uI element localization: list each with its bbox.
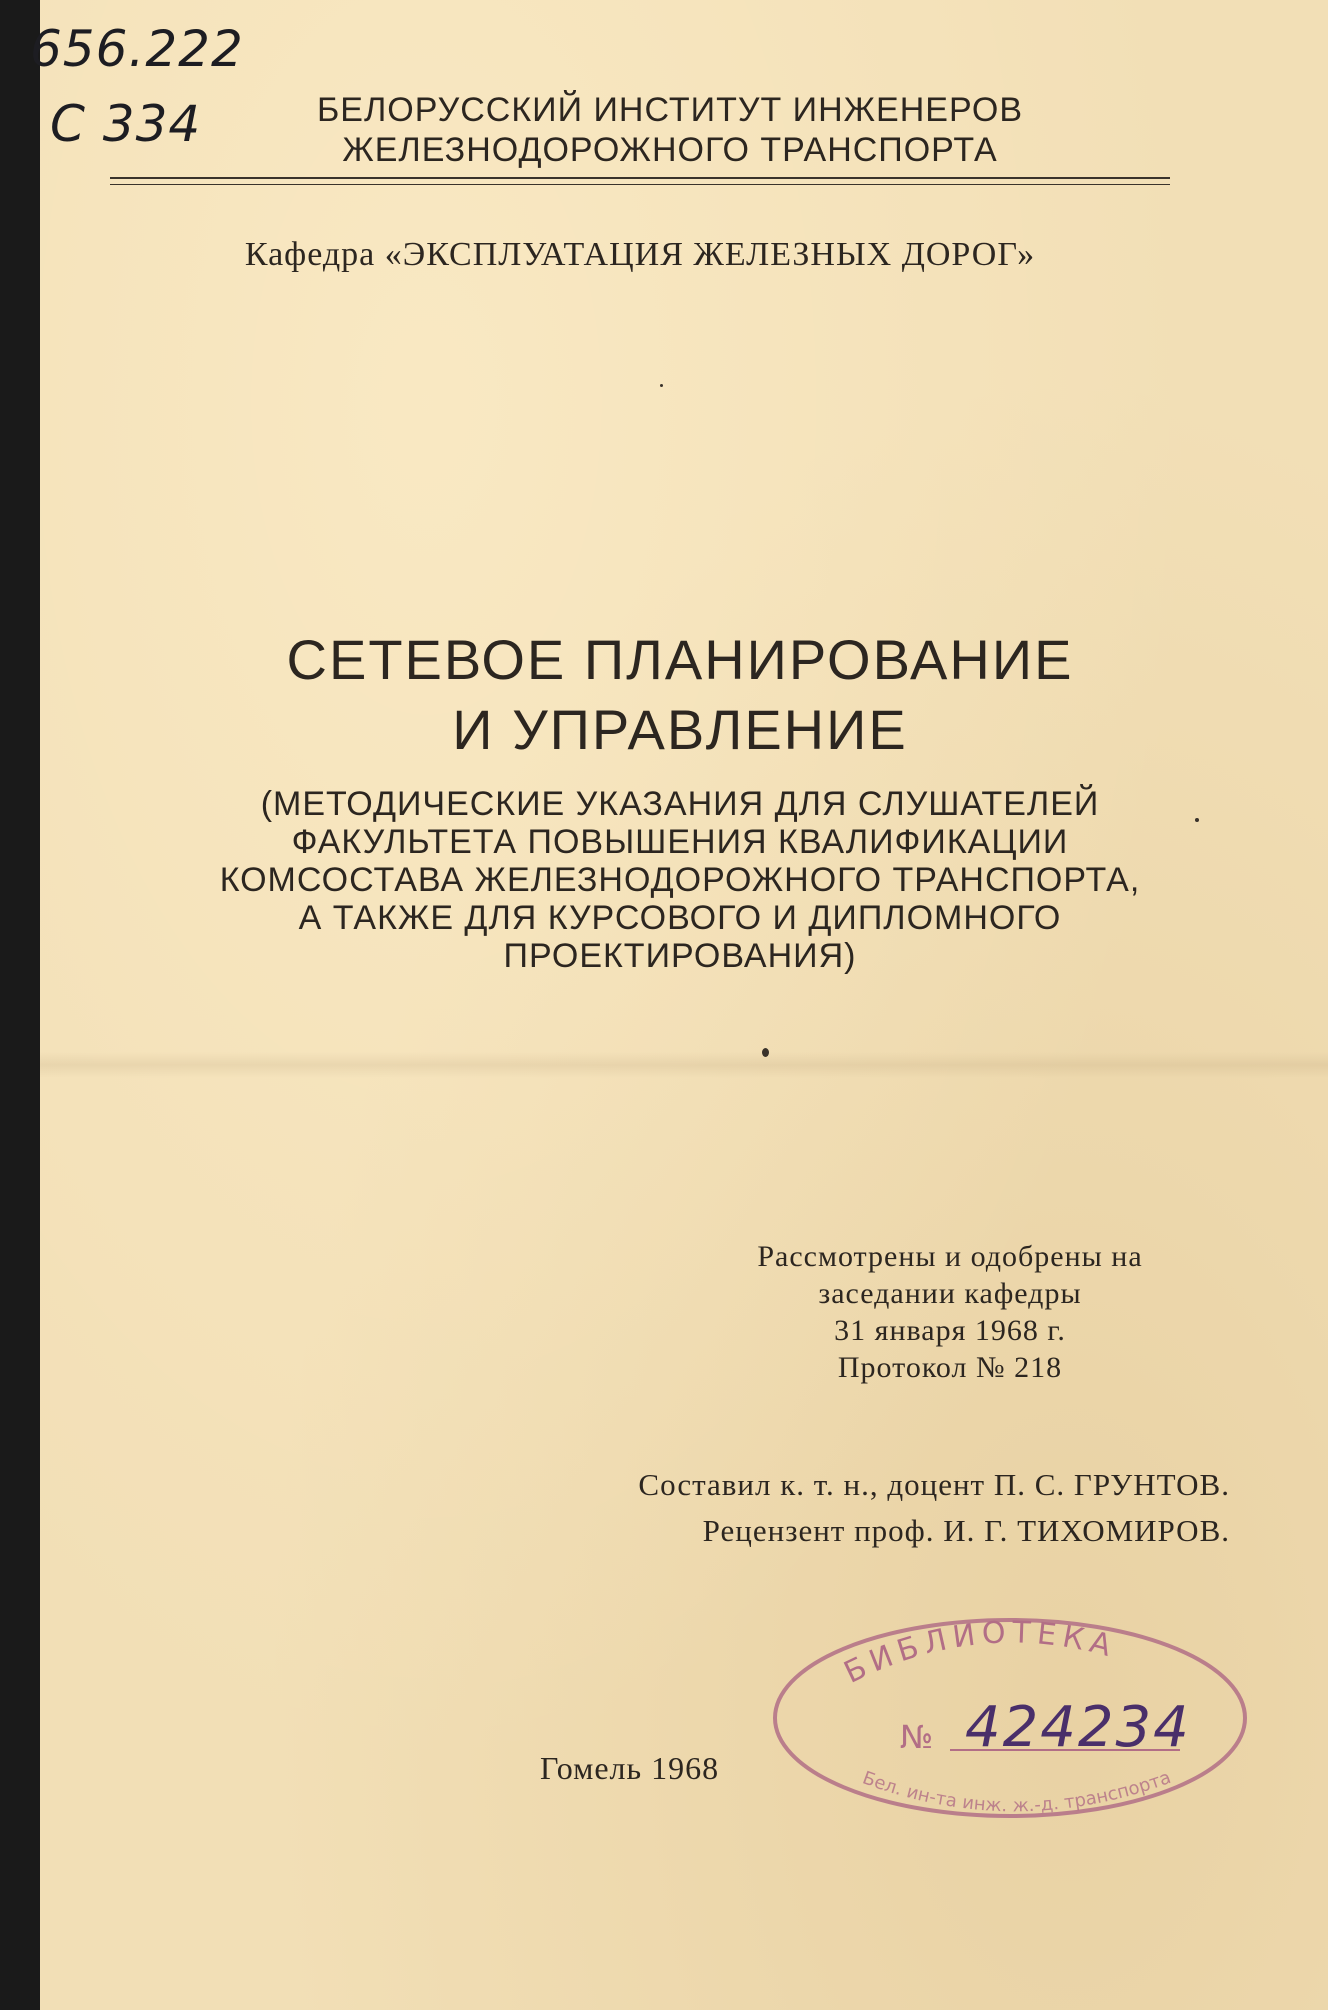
shelfmark-line1: 656.222 bbox=[30, 20, 244, 78]
shelfmark-line2: С 334 bbox=[50, 95, 202, 153]
approval-line: Протокол № 218 bbox=[837, 1351, 1063, 1384]
institute-line1: БЕЛОРУССКИЙ ИНСТИТУТ ИНЖЕНЕРОВ bbox=[316, 91, 1024, 129]
subtitle-line: ФАКУЛЬТЕТА ПОВЫШЕНИЯ КВАЛИФИКАЦИИ bbox=[291, 823, 1069, 861]
reviewer-line: Рецензент проф. И. Г. ТИХОМИРОВ. bbox=[702, 1513, 1230, 1548]
stamp-bottom-text: Бел. ин-та инж. ж.-д. транспорта bbox=[859, 1767, 1174, 1817]
stamp-number-label: № bbox=[900, 1718, 934, 1756]
institute-name bbox=[230, 90, 1110, 170]
ink-speck bbox=[1195, 818, 1199, 822]
subtitle-line: (МЕТОДИЧЕСКИЕ УКАЗАНИЯ ДЛЯ СЛУШАТЕЛЕЙ bbox=[260, 785, 1100, 823]
ink-speck bbox=[762, 1048, 769, 1057]
imprint-city-year: Гомель 1968 bbox=[540, 1750, 720, 1786]
authors-block bbox=[410, 1462, 1230, 1554]
subtitle-line: КОМСОСТАВА ЖЕЛЕЗНОДОРОЖНОГО ТРАНСПОРТА, bbox=[219, 861, 1141, 899]
institute-line2: ЖЕЛЕЗНОДОРОЖНОГО ТРАНСПОРТА bbox=[342, 131, 998, 169]
subtitle-line: ПРОЕКТИРОВАНИЯ) bbox=[503, 937, 857, 975]
title-line1: СЕТЕВОЕ ПЛАНИРОВАНИЕ bbox=[286, 628, 1074, 691]
header-rule-top bbox=[110, 177, 1170, 179]
stamp-handwritten-number: 424234 bbox=[965, 1695, 1191, 1760]
title-line2: И УПРАВЛЕНИЕ bbox=[452, 698, 908, 761]
ink-speck bbox=[660, 384, 663, 387]
document-subtitle bbox=[80, 785, 1280, 975]
stamp-top-text: БИБЛИОТЕКА bbox=[838, 1615, 1121, 1691]
department-name: Кафедра «ЭКСПЛУАТАЦИЯ ЖЕЛЕЗНЫХ ДОРОГ» bbox=[244, 236, 1036, 273]
document-title bbox=[80, 625, 1280, 765]
header-rule-bottom bbox=[110, 184, 1170, 185]
approval-line: заседании кафедры bbox=[818, 1277, 1082, 1310]
paper-fold bbox=[40, 1052, 1328, 1078]
compiler-line: Составил к. т. н., доцент П. С. ГРУНТОВ. bbox=[638, 1467, 1230, 1502]
approval-note bbox=[680, 1238, 1220, 1386]
subtitle-line: А ТАКЖЕ ДЛЯ КУРСОВОГО И ДИПЛОМНОГО bbox=[298, 899, 1062, 937]
approval-line: 31 января 1968 г. bbox=[834, 1314, 1066, 1347]
approval-line: Рассмотрены и одобрены на bbox=[757, 1240, 1143, 1273]
document-page bbox=[30, 0, 1328, 2010]
library-stamp bbox=[760, 1600, 1260, 1830]
